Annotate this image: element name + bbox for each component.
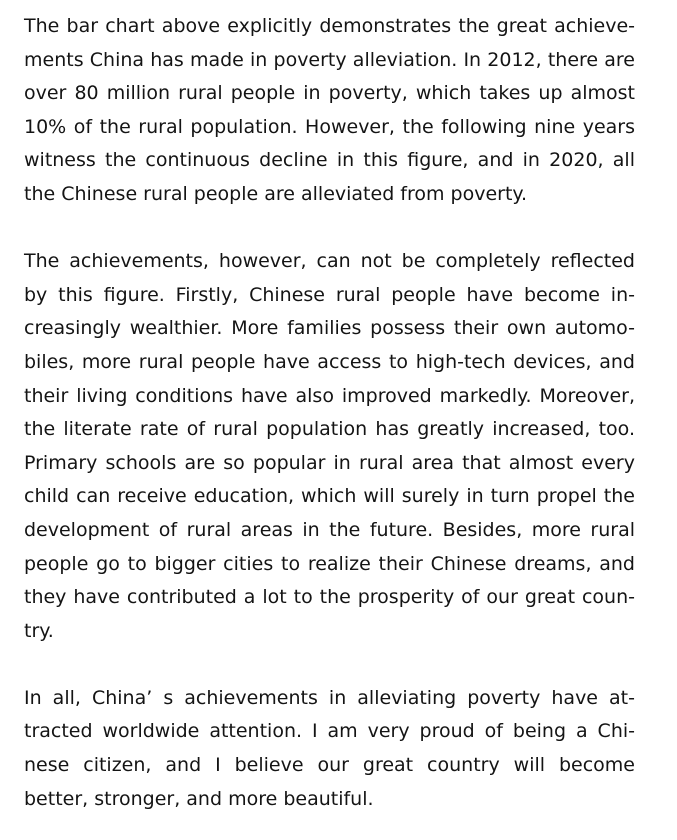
paragraph-2	[24, 245, 635, 648]
text-line: try.	[24, 619, 54, 642]
text-line: their living conditions have also improved markedly. Moreover,	[24, 384, 635, 407]
text-line: over 80 million rural people in poverty, which takes up almost	[24, 82, 635, 105]
text-line: child can receive education, which will surely in turn propel the	[24, 485, 635, 508]
text-line: creasingly wealthier. More families possess their own automo-	[24, 317, 635, 340]
text-line: the literate rate of rural population has greatly increased, too.	[24, 418, 635, 441]
text-line: people go to bigger cities to realize their Chinese dreams, and	[24, 552, 635, 575]
paragraph-1	[24, 10, 635, 212]
text-line: biles, more rural people have access to high-tech devices, and	[24, 350, 635, 373]
text-line: witness the continuous decline in this figure, and in 2020, all	[24, 149, 635, 172]
text-line: the Chinese rural people are alleviated from poverty.	[24, 182, 528, 205]
text-line: nese citizen, and I believe our great country will become	[24, 754, 635, 777]
text-line: they have contributed a lot to the prosperity of our great coun-	[24, 586, 635, 609]
text-line: by this figure. Firstly, Chinese rural people have become in-	[24, 283, 635, 306]
text-line: better, stronger, and more beautiful.	[24, 787, 374, 810]
text-line: development of rural areas in the future. Besides, more rural	[24, 518, 635, 541]
paragraph-gap	[24, 648, 635, 682]
text-line: tracted worldwide attention. I am very proud of being a Chi-	[24, 720, 635, 743]
paragraph-3	[24, 682, 635, 816]
text-line: The achievements, however, can not be completely reflected	[24, 250, 635, 273]
text-line: ments China has made in poverty alleviation. In 2012, there are	[24, 48, 635, 71]
text-line: Primary schools are so popular in rural area that almost every	[24, 451, 635, 474]
paragraph-gap	[24, 212, 635, 246]
text-line: In all, China’ s achievements in alleviating poverty have at-	[24, 686, 635, 709]
text-line: The bar chart above explicitly demonstrates the great achieve-	[24, 15, 635, 37]
essay-document	[24, 10, 635, 816]
text-line: 10% of the rural population. However, the following nine years	[24, 115, 635, 138]
